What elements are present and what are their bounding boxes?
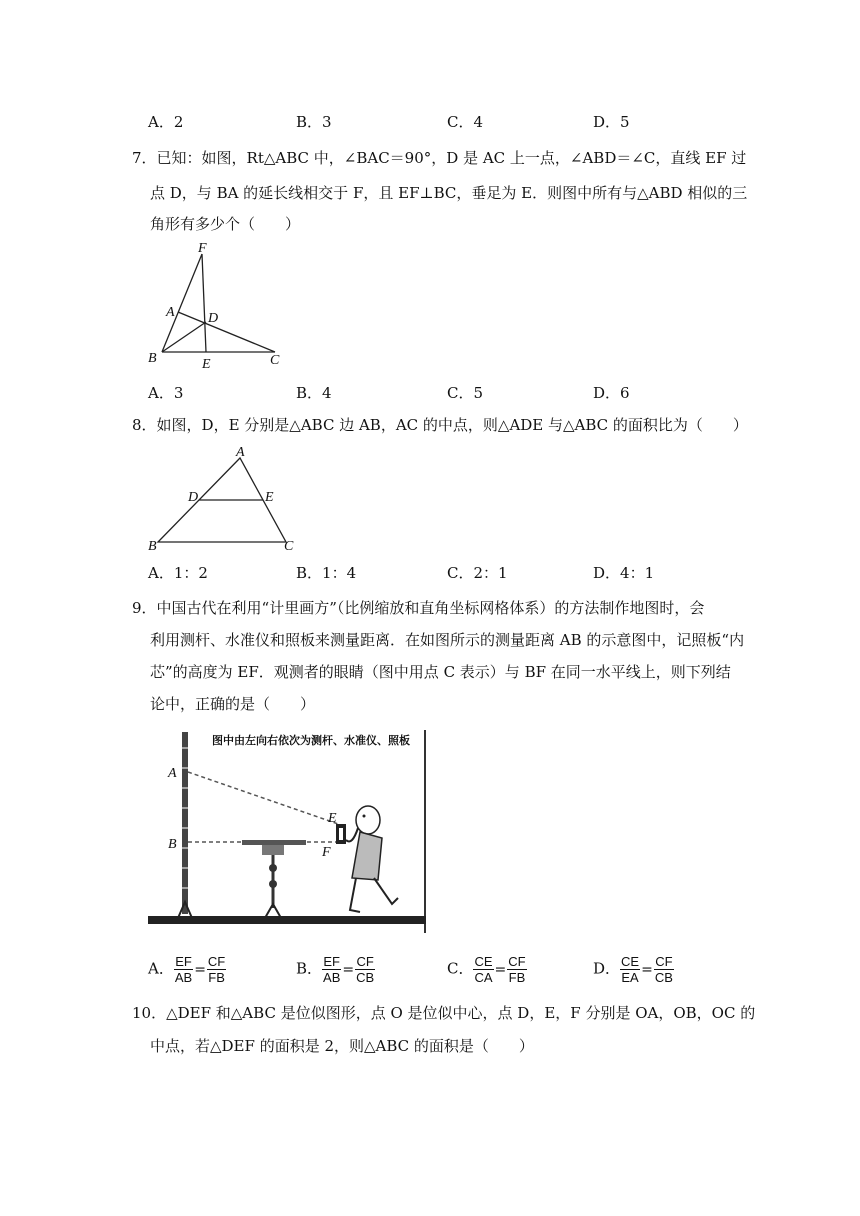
q8-label-c: C [284,539,294,554]
fraction-denominator: AB [174,970,193,985]
q9-label-e: E [328,811,337,826]
q9-option-c-left-fraction [473,954,493,985]
q9-option-a-letter: A． [148,959,174,978]
q8-label-a: A [236,445,245,460]
q7-label-b: B [148,351,157,366]
q9-measurement-figure [146,728,430,938]
q7-text-line-1: 7．已知：如图，Rt△ABC 中，∠BAC＝90°，D 是 AC 上一点，∠ABD＝∠C，直线 EF 过 [132,149,747,167]
q9-option-c-letter: C． [447,959,474,978]
fraction-denominator: CA [474,970,493,985]
q7-segment-bf [162,254,202,352]
q9-option-c [447,954,527,985]
q7-option-d: D．6 [593,384,630,402]
q7-label-f: F [198,241,207,256]
fraction-numerator: CF [508,954,526,969]
fraction-numerator: CF [356,954,374,969]
q10-text-line-1: 10．△DEF 和△ABC 是位似图形，点 O 是位似中心，点 D，E，F 分别是 OA，OB，OC 的 [132,1004,756,1022]
q9-ground [148,916,426,924]
q7-option-a: A．3 [148,384,184,402]
fraction-denominator: AB [323,970,341,985]
q9-option-a-right-fraction [207,954,226,985]
q7-label-e: E [202,357,211,372]
q8-triangle-figure [140,440,300,555]
q9-option-b-left-fraction [322,954,341,985]
fraction-numerator: CE [621,954,640,969]
q6-option-a: A．2 [148,113,184,131]
equals-sign: = [342,961,355,978]
q10-text-line-2: 中点，若△DEF 的面积是 2，则△ABC 的面积是（ ） [150,1037,534,1055]
fraction-numerator: EF [323,954,341,969]
fraction-denominator: FB [508,970,526,985]
fraction-denominator: CB [654,970,673,985]
q9-observer-figure [346,806,398,912]
fraction-numerator: CF [655,954,673,969]
q7-text-line-2: 点 D，与 BA 的延长线相交于 F，且 EF⊥BC，垂足为 E．则图中所有与△ABD 相似的三 [150,184,748,202]
q9-text-line-4: 论中，正确的是（ ） [150,695,316,713]
fraction-numerator: CF [207,954,226,969]
fraction-denominator: EA [621,970,639,985]
q9-label-a: A [168,766,177,781]
q7-option-c: C．5 [447,384,484,402]
q7-segment-fe [202,254,206,352]
q9-option-d-left-fraction [620,954,640,985]
q8-option-a: A．1：2 [148,564,208,582]
fraction-numerator: CE [474,954,493,969]
q8-label-e: E [265,490,274,505]
q6-option-b: B．3 [296,113,332,131]
q9-label-f: F [322,845,331,860]
q8-label-b: B [148,539,157,554]
q9-option-d-letter: D． [593,959,621,978]
q9-option-b [296,954,375,985]
q9-option-b-letter: B． [296,959,323,978]
q9-option-b-right-fraction [355,954,375,985]
q9-option-c-right-fraction [507,954,526,985]
q9-level-instrument [242,840,306,845]
equals-sign: = [494,961,507,978]
equals-sign: = [641,961,653,978]
q7-segment-ac [178,312,275,352]
fraction-denominator: CB [356,970,375,985]
q9-sight-line-ae [188,772,344,826]
q9-figure-title: 图中由左向右依次为测杆、水准仪、照板 [212,734,410,747]
q9-measuring-pole [182,732,188,914]
fraction-numerator: EF [175,954,192,969]
q9-option-d [593,954,674,985]
q7-label-c: C [270,353,280,368]
q8-label-d: D [188,490,199,505]
q7-label-d: D [208,311,219,326]
q7-option-b: B．4 [296,384,332,402]
fraction-denominator: FB [208,970,225,985]
q9-text-line-1: 9．中国古代在利用“计里画方”（比例缩放和直角坐标网格体系）的方法制作地图时，会 [132,599,705,617]
q9-option-a-left-fraction [174,954,193,985]
q7-text-line-3: 角形有多少个（ ） [150,215,301,233]
equals-sign: = [194,961,206,978]
q7-label-a: A [166,305,175,320]
q9-label-b: B [168,837,177,852]
q6-option-d: D．5 [593,113,630,131]
q8-option-c: C．2：1 [447,564,508,582]
q8-text: 8．如图，D，E 分别是△ABC 边 AB，AC 的中点，则△ADE 与△ABC 的面积比为（ ） [132,416,748,434]
q9-option-a [148,954,226,985]
q6-option-c: C．4 [447,113,484,131]
q7-triangle-figure [140,240,300,375]
q8-option-d: D．4：1 [593,564,655,582]
q9-text-line-2: 利用测杆、水准仪和照板来测量距离．在如图所示的测量距离 AB 的示意图中，记照板“内 [150,631,745,649]
q8-option-b: B．1：4 [296,564,357,582]
q9-option-d-right-fraction [654,954,674,985]
q9-text-line-3: 芯”的高度为 EF．观测者的眼睛（图中用点 C 表示）与 BF 在同一水平线上，则下列结 [150,663,731,681]
